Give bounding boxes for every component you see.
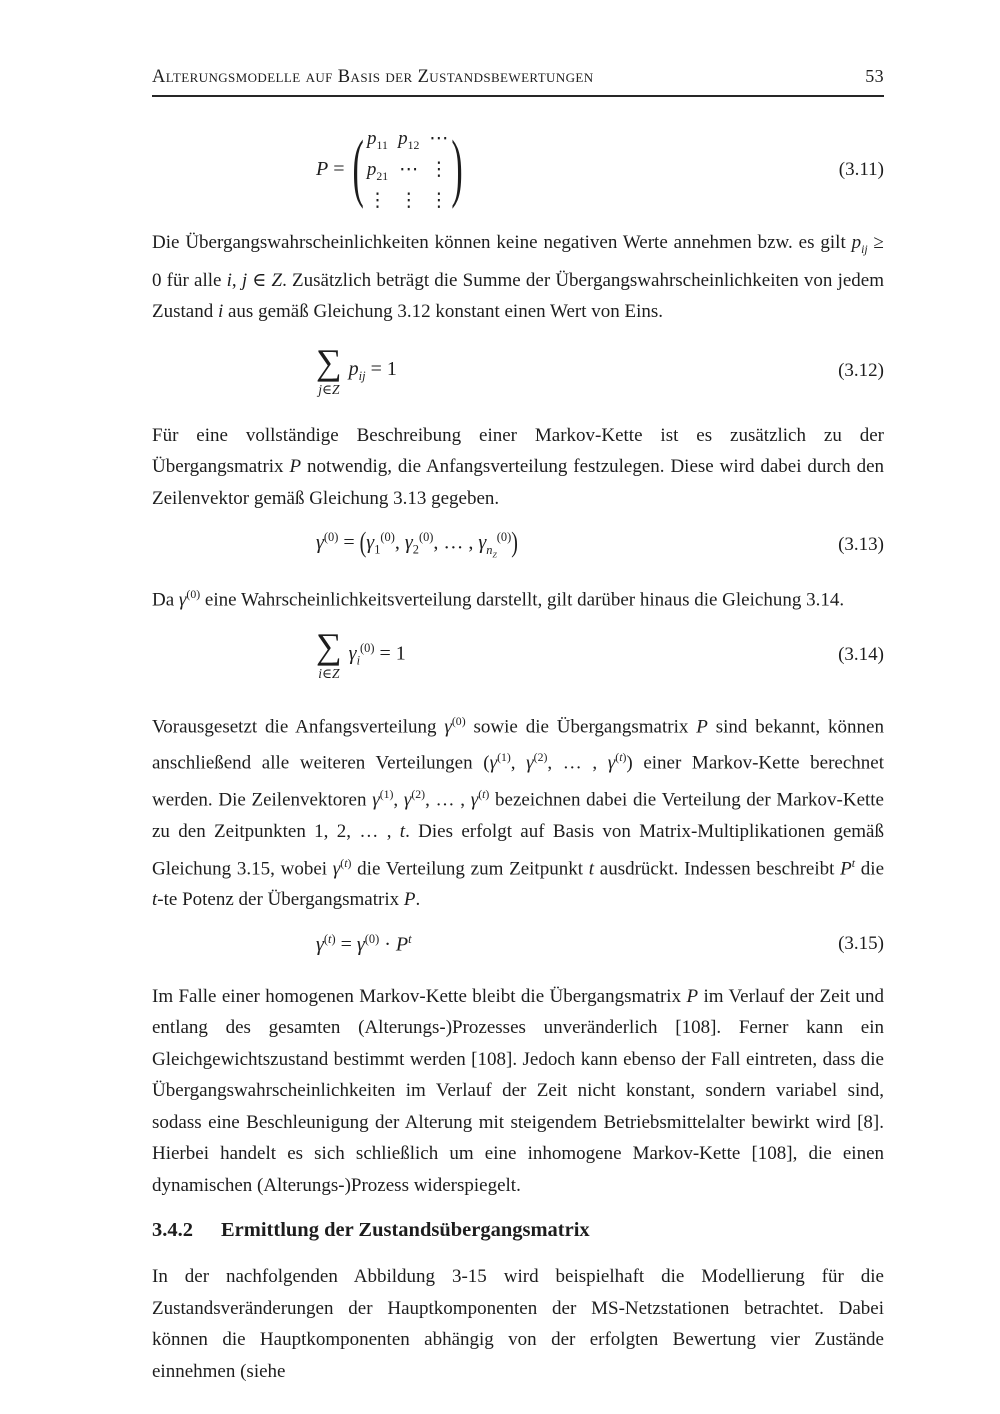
matrix-cell: ⋮ (429, 158, 449, 180)
equation-body: $\gamma^{(t)} = \gamma^{(0)} \cdot P^t$ (316, 931, 412, 956)
equation-3-14 (152, 625, 884, 682)
equation-label: (3.12) (838, 359, 884, 381)
equation-label: (3.14) (838, 643, 884, 665)
sum-limit: j∈Z (318, 381, 340, 397)
equation-math (316, 341, 397, 398)
paragraph: Da $\gamma^{(0)}$ eine Wahrscheinlichkeitsverteilung darstellt, gilt darüber hinaus die Gleichung 3.14. (152, 588, 845, 611)
paragraph: Für eine vollständige Beschreibung einer Markov-Kette ist es zusätzlich zu der Übergangsmatrix P notwendig, die Anfangsverteilung festzulegen. Diese wird dabei durch den Zeilenvektor gemäß Gleichung 3.13 gegeben. (152, 424, 885, 509)
equation-math (316, 932, 412, 957)
matrix-cell: $p_{21}$ (366, 158, 389, 183)
section-number: 3.4.2 (152, 1219, 193, 1242)
equation-3-15 (152, 932, 884, 957)
matrix-cell: ⋮ (429, 189, 449, 211)
matrix-cell: ⋯ (399, 158, 419, 180)
equation-math (316, 526, 518, 560)
equation-3-12 (152, 341, 884, 398)
section-title: Ermittlung der Zustandsübergangsmatrix (221, 1219, 590, 1242)
paragraph: Die Übergangswahrscheinlichkeiten können keine negativen Werte annehmen bzw. es gilt $p_{ij} \ge 0$ für alle i, j ∈ Z. Zusätzlich beträgt die Summe der Übergangswahrscheinlichkeiten von jedem Zustand i aus gemäß Gleichung 3.12 konstant einen Wert von Eins. (152, 231, 885, 323)
sum-limit: i∈Z (318, 665, 340, 681)
matrix-cell: $p_{11}$ (367, 128, 388, 152)
equation-math (316, 127, 463, 213)
equation-label: (3.15) (838, 933, 884, 955)
matrix-cell: ⋮ (367, 189, 387, 211)
sigma-symbol: ∑ (316, 341, 342, 382)
matrix-cell: ⋯ (429, 128, 449, 149)
left-paren: ( (352, 127, 364, 211)
paragraph: Vorausgesetzt die Anfangsverteilung $\gamma^{(0)}$ sowie die Übergangsmatrix P sind bekannt, können anschließend alle weiteren Verteilungen ($\gamma^{(1)}$, $\gamma^{(2)}$, … , $\gamma^{(t)}$) einer Markov-Kette berechnet werden. Die Zeilenvektoren $\gamma^{(1)}$, $\gamma^{(2)}$, … , $\gamma^{(t)}$ bezeichnen dabei die Verteilung der Markov-Kette zu den Zeitpunkten 1, 2, … , t. Dies erfolgt auf Basis von Matrix-Multiplikationen gemäß Gleichung 3.15, wobei $\gamma^{(t)}$ die Verteilung zum Zeitpunkt t ausdrückt. Indessen beschreibt $P^t$ die t-te Potenz der Übergangsmatrix P. (152, 714, 885, 911)
matrix-lhs: P = (316, 158, 345, 181)
transition-matrix (367, 127, 449, 213)
page-number: 53 (865, 66, 884, 86)
matrix-cell: ⋮ (399, 189, 419, 211)
sum-operator (316, 341, 342, 398)
running-head: Alterungsmodelle auf Basis der Zustandsbewertungen (152, 67, 594, 87)
matrix-cell: $p_{12}$ (398, 128, 420, 152)
equation-math (316, 625, 406, 682)
section-heading (152, 1215, 884, 1245)
right-paren: ) (451, 127, 463, 211)
paragraph: In der nachfolgenden Abbildung 3-15 wird beispielhaft die Modellierung für die Zustandsveränderungen der Hauptkomponenten der MS-Netzstationen betrachtet. Dabei können die Hauptkomponenten abhängig von der erfolgten Bewertung vier Zustände einnehmen (siehe (152, 1266, 884, 1382)
equation-body: $p_{ij} = 1$ (348, 357, 397, 383)
paragraph: Im Falle einer homogenen Markov-Kette bleibt die Übergangsmatrix P im Verlauf der Zeit und entlang des gesamten (Alterungs-)Prozesses unveränderlich [108]. Ferner kann ein Gleichgewichtszustand bestimmt werden [108]. Jedoch kann ebenso der Fall eintreten, dass die Übergangswahrscheinlichkeiten im Verlauf der Zeit nicht konstant, sondern variabel sind, sodass eine Beschleunigung der Alterung mit steigendem Betriebsmittelalter bewirkt wird [8]. Hierbei handelt es sich schließlich um eine inhomogene Markov-Kette [108], die einen dynamischen (Alterungs-)Prozess widerspiegelt. (152, 985, 884, 1196)
equation-body: $\gamma_i^{(0)} = 1$ (348, 640, 406, 668)
equation-3-13 (152, 526, 884, 560)
equation-label: (3.13) (838, 533, 884, 555)
equation-label: (3.11) (838, 158, 884, 180)
equation-body: $\gamma^{(0)} = (\gamma_1^{(0)}$, $\gamma_2^{(0)}$, … , $\gamma_{n_Z}^{(0)}$) (316, 526, 518, 560)
sum-operator (316, 625, 342, 682)
equation-3-11 (152, 127, 884, 213)
sigma-symbol: ∑ (316, 625, 342, 666)
page-header (152, 66, 884, 97)
